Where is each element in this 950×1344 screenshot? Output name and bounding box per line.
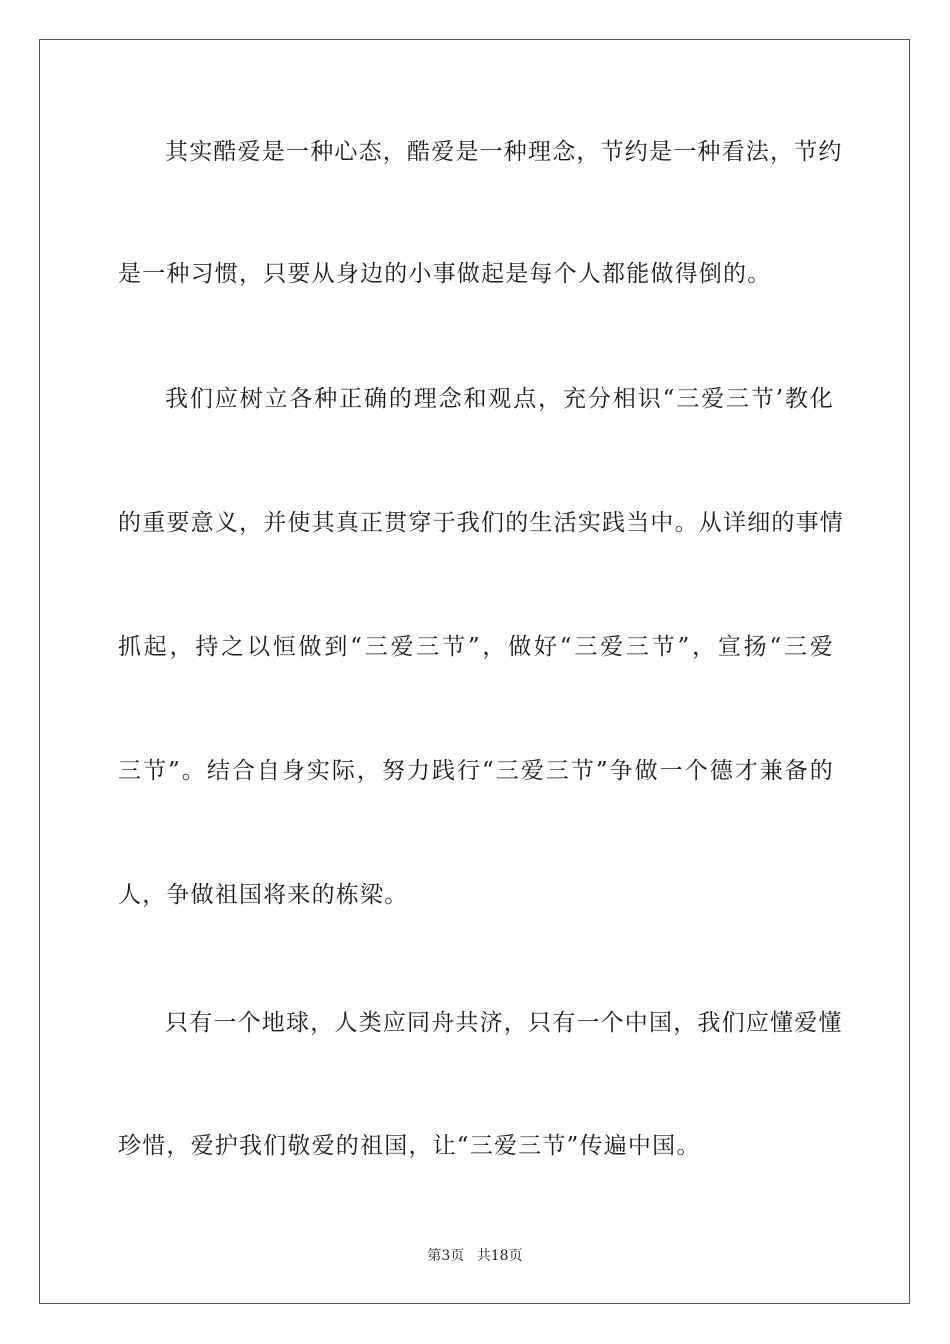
page-number: 第3页	[427, 1248, 465, 1264]
paragraph-3-line-2: 珍惜，爱护我们敬爱的祖国，让“三爱三节”传遍中国。	[118, 1133, 701, 1159]
page-footer	[0, 1245, 950, 1265]
paragraph-3-line-1: 只有一个地球，人类应同舟共济，只有一个中国，我们应懂爱懂	[165, 1010, 843, 1036]
page-total: 共18页	[476, 1248, 523, 1264]
paragraph-2-line-3: 抓起，持之以恒做到“三爱三节”，做好“三爱三节”，宣扬“三爱	[118, 634, 834, 660]
paragraph-2-line-5: 人，争做祖国将来的栋梁。	[118, 882, 409, 908]
paragraph-2-line-2: 的重要意义，并使其真正贯穿于我们的生活实践当中。从详细的事情	[118, 510, 844, 536]
paragraph-1-line-1: 其实酷爱是一种心态，酷爱是一种理念，节约是一种看法，节约	[165, 139, 843, 165]
paragraph-1-line-2: 是一种习惯，只要从身边的小事做起是每个人都能做得倒的。	[118, 261, 772, 287]
paragraph-2-line-4: 三节”。结合自身实际，努力践行“三爱三节”争做一个德才兼备的	[118, 758, 834, 784]
paragraph-2-line-1: 我们应树立各种正确的理念和观点，充分相识“三爱三节’教化	[165, 386, 834, 412]
page-frame	[39, 39, 910, 1304]
